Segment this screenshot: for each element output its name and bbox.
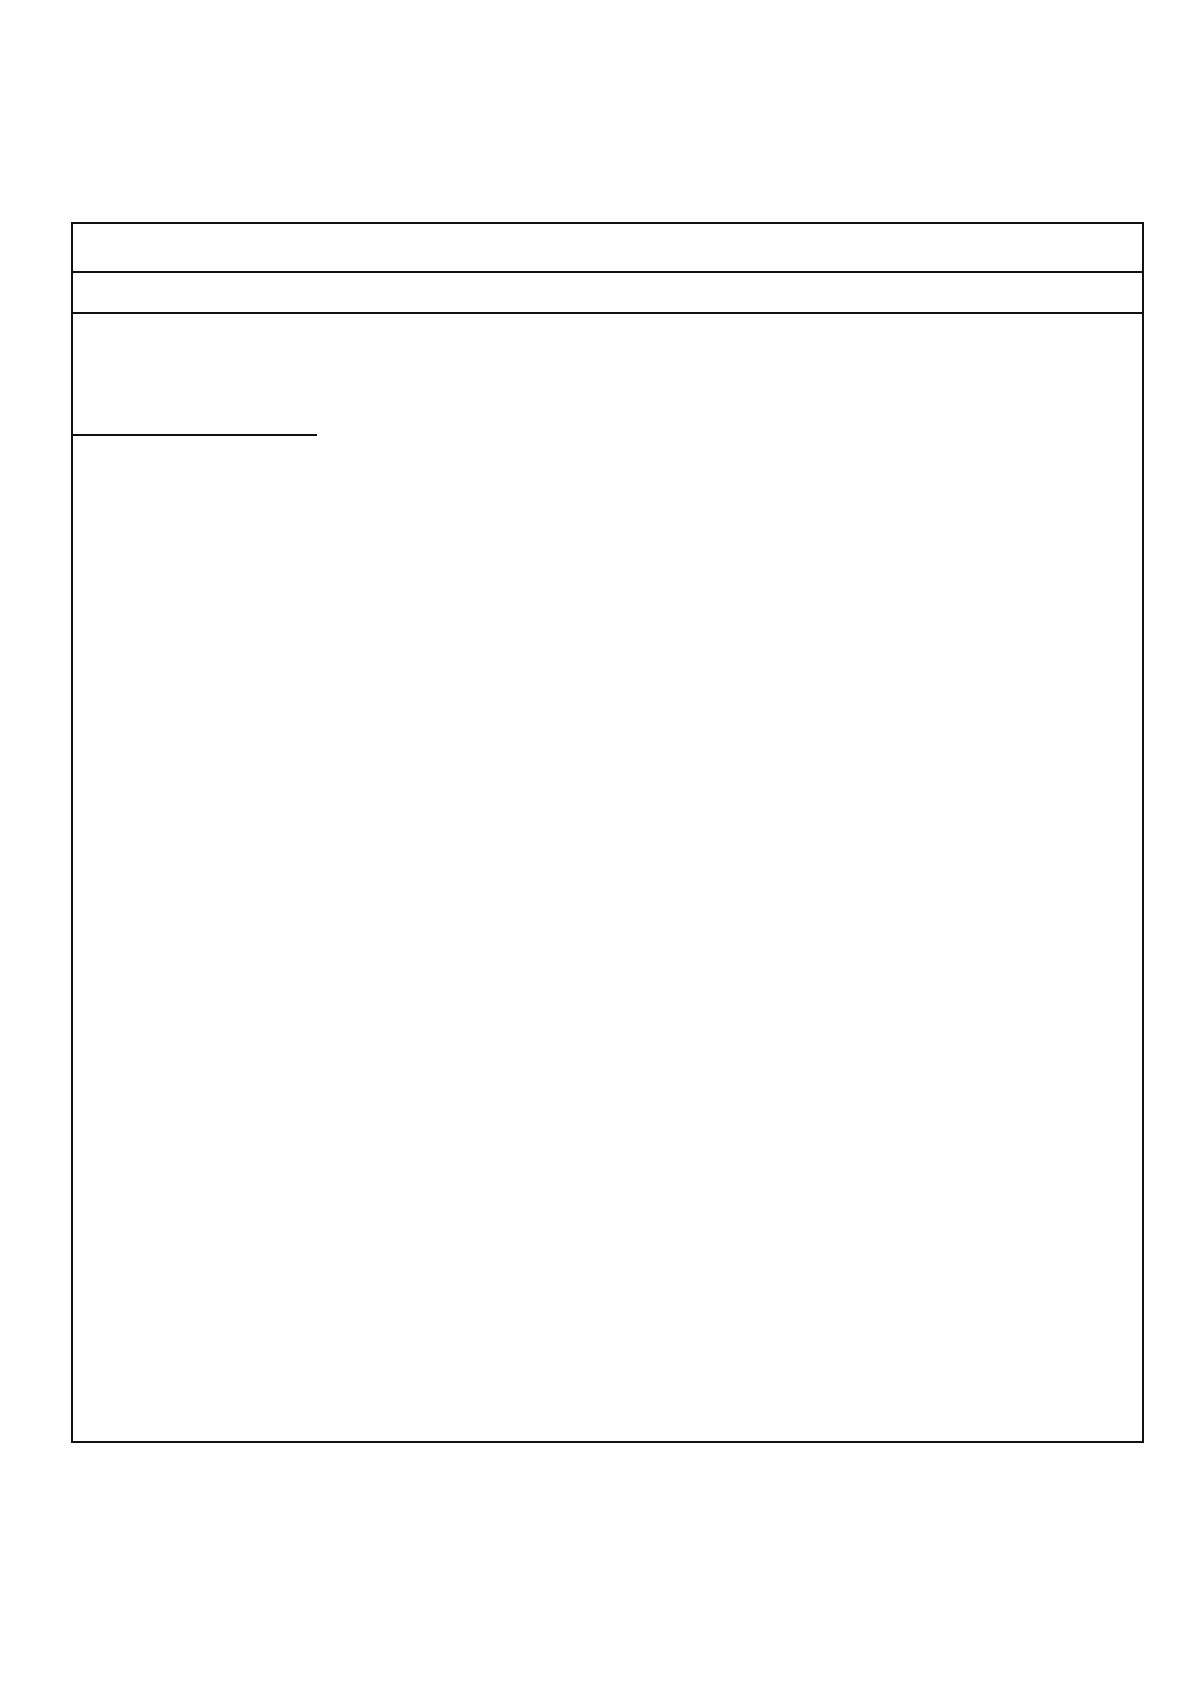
chart-title bbox=[73, 224, 1142, 273]
chart-subtitle-row bbox=[73, 271, 1142, 314]
dmx-reference-chart bbox=[71, 222, 1144, 1443]
dip-switch-legend bbox=[73, 312, 317, 436]
